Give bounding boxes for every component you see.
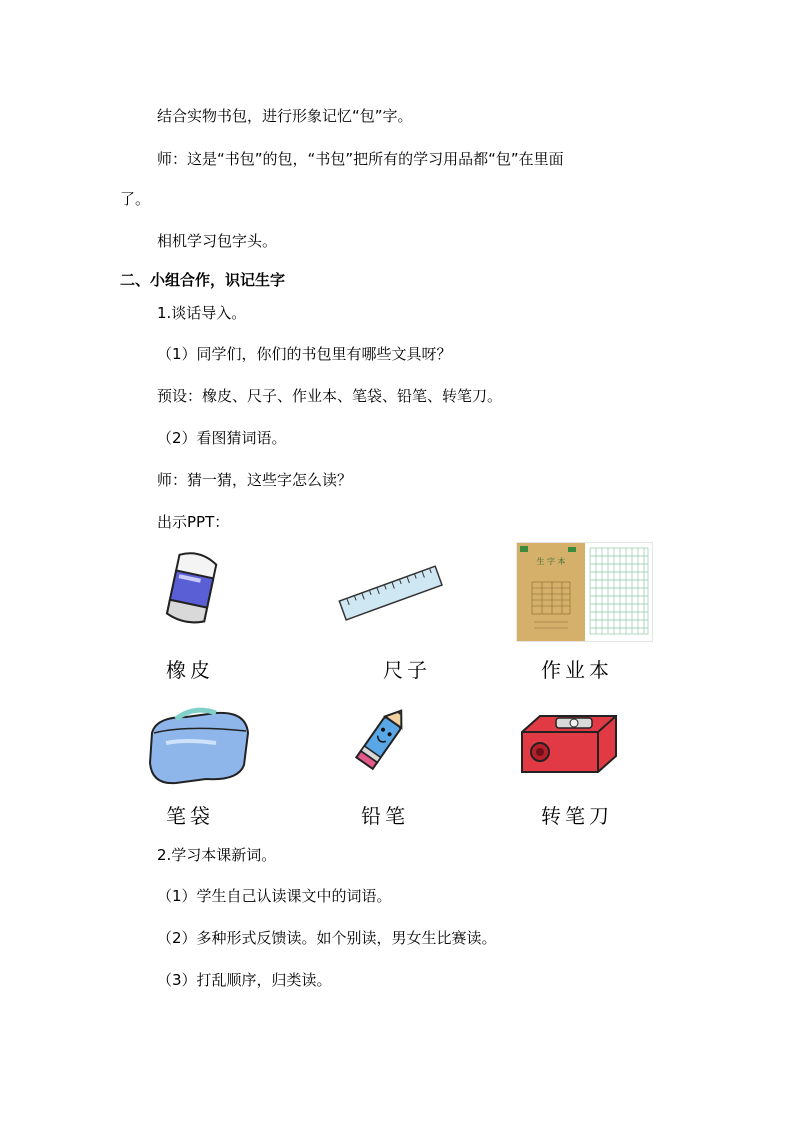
eraser-image	[158, 552, 224, 632]
activity-3: （3）打乱顺序，归类读。	[157, 971, 332, 989]
paragraph-teacher-bag-1: 师：这是“书包”的包，“书包”把所有的学习用品都“包”在里面	[157, 150, 564, 168]
show-ppt: 出示PPT：	[157, 513, 230, 531]
pencil-image	[348, 704, 412, 778]
ruler-image	[338, 563, 444, 625]
step-new-words: 2.学习本课新词。	[157, 846, 277, 864]
caption-notebook: 作业本	[541, 658, 613, 682]
caption-eraser: 橡皮	[166, 658, 214, 682]
activity-2: （2）多种形式反馈读。如个别读，男女生比赛读。	[157, 929, 497, 947]
activity-1: （1）学生自己认读课文中的词语。	[157, 887, 392, 905]
caption-ruler: 尺子	[383, 658, 431, 682]
caption-pencil-case: 笔袋	[166, 804, 214, 828]
notebook-image	[516, 542, 653, 642]
teacher-prompt: 师：猜一猜，这些字怎么读？	[157, 471, 353, 489]
question-1: （1）同学们，你们的书包里有哪些文具呀？	[157, 345, 452, 363]
caption-sharpener: 转笔刀	[541, 804, 613, 828]
notebook-cover-title: 生 字 本	[536, 557, 566, 566]
preset-answer: 预设：橡皮、尺子、作业本、笔袋、铅笔、转笔刀。	[157, 387, 503, 405]
step-intro: 1.谈话导入。	[157, 304, 247, 322]
paragraph-teacher-bag-2: 了。	[120, 190, 151, 208]
paragraph-bag-memory: 结合实物书包，进行形象记忆“包”字。	[157, 107, 413, 125]
section-heading: 二、小组合作，识记生字	[120, 271, 286, 289]
caption-pencil: 铅笔	[361, 804, 409, 828]
sharpener-image	[518, 710, 620, 776]
pencil-case-image	[146, 703, 252, 785]
question-2: （2）看图猜词语。	[157, 429, 287, 447]
paragraph-radical: 相机学习包字头。	[157, 232, 278, 250]
